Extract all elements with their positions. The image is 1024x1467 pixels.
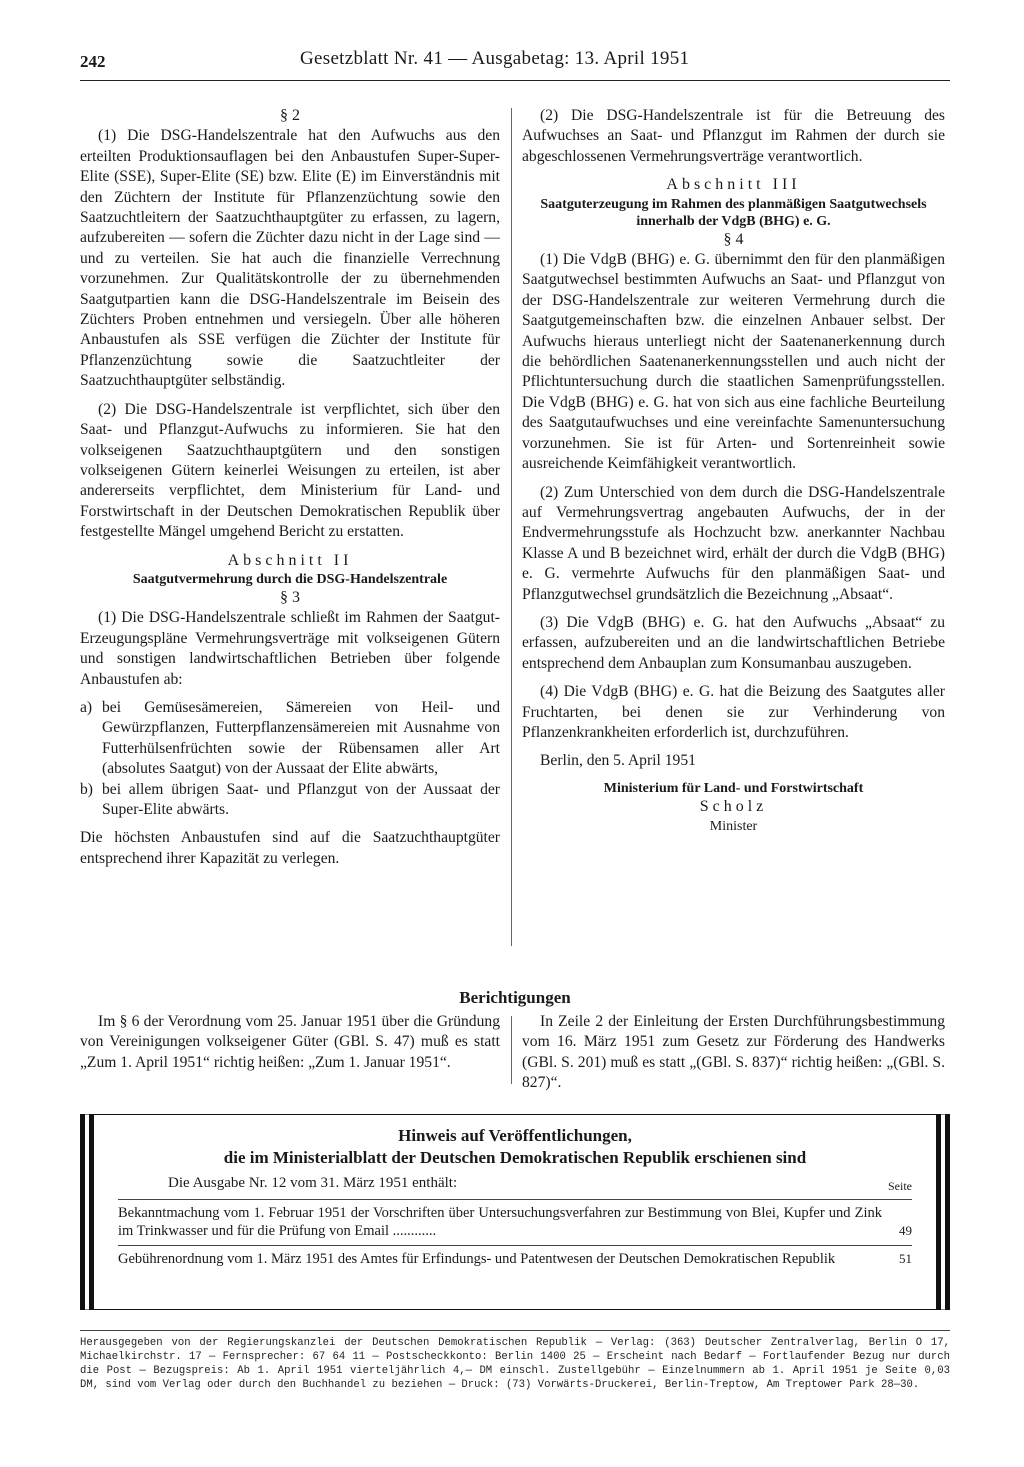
correction-left: [80, 1012, 500, 1073]
left-column: [80, 106, 500, 869]
list-item: [80, 698, 500, 780]
list-key: a): [80, 698, 93, 716]
column-divider: [511, 1016, 512, 1084]
notice-entry: [118, 1204, 912, 1240]
imprint-text: Herausgegeben von der Regierungskanzlei der Deutschen Demokratischen Republik — Verlag: (363) Deutscher Zentralverlag, Berlin O 17, Michaelkirchstr. 17 — Fernsprecher: 67 64 11 — Postscheckkonto: Berlin 1400 25 — Erscheint nach Bedarf — Fortlaufender Bezug nur durch die Post — Bezugspreis: Ab 1. April 1951 vierteljährlich 4,— DM einschl. Zustellgebühr — Einzelnummern ab 1. April 1951 je Seite 0,03 DM, sind vom Verlag oder durch den Buchhandel zu beziehen — Druck: (73) Vorwärts-Druckerei, Berlin-Treptow, Am Treptower Park 28—30.: [80, 1337, 950, 1391]
list-key: b): [80, 780, 93, 798]
header-rule: [80, 80, 950, 81]
paragraph: (1) Die DSG-Handelszentrale schließt im Rahmen der Saatgut-Erzeugungspläne Vermehrungsverträge mit volkseigenen Gütern und sonstigen landwirtschaftlichen Betrieben über folgende Anbaustufen ab:: [80, 609, 500, 688]
notice-content: [118, 1125, 912, 1268]
entry-text: Bekanntmachung vom 1. Februar 1951 der Vorschriften über Untersuchungsverfahren zur Bestimmung von Blei, Kupfer und Zink im Trinkwasser und für die Prüfung von Email ............: [118, 1205, 882, 1239]
notice-issue: Die Ausgabe Nr. 12 vom 31. März 1951 enthält:: [168, 1175, 458, 1191]
paragraph: In Zeile 2 der Einleitung der Ersten Durchführungsbestimmung vom 16. März 1951 zum Gesetz zur Förderung des Handwerks (GBl. S. 201) muß es statt „(GBl. S. 837)“ richtig heißen: „(GBl. S. 827)“.: [522, 1013, 945, 1092]
page-number: 242: [80, 52, 106, 71]
paragraph: (2) Zum Unterschied von dem durch die DSG-Handelszentrale auf Vermehrungsvertrag angebauten Aufwuchs, der in der Endvermehrungsstufe als Hochzucht bzw. anerkannter Nachbau Klasse A und B bezeichnet wird, erhält der durch die VdgB (BHG) e. G. vermehrte Aufwuchs für den planmäßigen Saat- und Pflanzgutwechsel grundsätzlich die Bezeichnung „Absaat“.: [522, 483, 945, 603]
part-heading: Abschnitt II: [227, 551, 353, 569]
section-heading: § 2: [280, 107, 300, 124]
notice-title-line2: die im Ministerialblatt der Deutschen Demokratischen Republik erschienen sind: [223, 1148, 807, 1167]
signer-name: Scholz: [699, 797, 768, 815]
paragraph: (4) Die VdgB (BHG) e. G. hat die Beizung des Saatgutes aller Fruchtarten, bei denen sie zur Verhinderung von Pflanzenkrankheiten erforderlich ist, durchzuführen.: [522, 683, 945, 741]
paragraph: (1) Die VdgB (BHG) e. G. übernimmt den für den planmäßigen Saatgutwechsel bestimmten Aufwuchs an Saat- und Pflanzgut von der DSG-Handelszentrale zur weiteren Vermehrung durch die Saatgutgemeinschaften bzw. die einzelnen Anbauer selbst. Der Aufwuchs hieraus unterliegt nicht der Saatenanerkennung durch die behördlichen Saatenanerkennungsstellen und auch nicht der Pflichtuntersuchung durch die staatlichen Samenprüfungsstellen. Die VdgB (BHG) e. G. hat von sich aus eine fachliche Beurteilung des Saatgutaufwuchses und eine vereinfachte Samenuntersuchung vorzunehmen. Sie ist für Arten- und Sortenreinheit sowie ausreichende Keimfähigkeit verantwortlich.: [522, 251, 945, 473]
entry-text: Gebührenordnung vom 1. März 1951 des Amtes für Erfindungs- und Patentwesen der Deutschen Demokratischen Republik: [118, 1251, 836, 1267]
section-heading: § 4: [723, 230, 744, 248]
part-subtitle: Saatguterzeugung im Rahmen des planmäßigen Saatgutwechsels innerhalb der VdgB (BHG) e. G.: [540, 196, 927, 229]
paragraph: Die höchsten Anbaustufen sind auf die Saatzuchthauptgüter entsprechend ihrer Kapazität zu verlegen.: [80, 829, 500, 867]
column-divider: [511, 108, 512, 946]
part-heading: Abschnitt III: [666, 176, 801, 194]
notice-title-line1: Hinweis auf Veröffentlichungen,: [398, 1126, 632, 1145]
paragraph: (2) Die DSG-Handelszentrale ist verpflichtet, sich über den Saat- und Pflanzgut-Aufwuchs zu informieren. Sie hat den volkseigenen Saatzuchthauptgütern und den sonstigen volkseigenen Gütern keinerlei Weisungen zu erteilen, ist aber andererseits verpflichtet, dem Ministerium für Land- und Forstwirtschaft in der Deutschen Demokratischen Republik über festgestellte Mängel umgehend Bericht zu erstatten.: [80, 400, 500, 541]
page-column-label: Seite: [888, 1179, 912, 1193]
ministry-name: Ministerium für Land- und Forstwirtschaft: [603, 780, 864, 796]
notice-rule: [118, 1199, 912, 1200]
corrections-title: Berichtigungen: [459, 988, 571, 1007]
publication-notice-box: [80, 1114, 950, 1310]
paragraph: Im § 6 der Verordnung vom 25. Januar 1951 über die Gründung von Vereinigungen volkseigener Güter (GBl. S. 47) muß es statt „Zum 1. April 1951“ richtig heißen: „Zum 1. Januar 1951“.: [80, 1013, 500, 1071]
notice-rule: [118, 1245, 912, 1246]
notice-entry: [118, 1250, 912, 1268]
entry-page: 49: [899, 1223, 912, 1238]
imprint-rule: [80, 1330, 950, 1331]
list-item: [80, 780, 500, 821]
entry-page: 51: [899, 1251, 912, 1266]
paragraph: (1) Die DSG-Handelszentrale hat den Aufwuchs aus den erteilten Produktionsauflagen bei den Anbaustufen Super-Super-Elite (SSE), Super-Elite (SE) bzw. Elite (E) im Einverständnis mit den Züchtern der Institute für Pflanzenzüchtung sowie den Saatzuchtleitern der Saatzuchthauptgüter zu erfassen, zu lagern, aufzubereiten — sofern die Züchter dazu nicht in der Lage sind — und zu verteilen. Sie hat auch die finanzielle Verrechnung vorzunehmen. Zur Qualitätskontrolle der zu übernehmenden Saatgutpartien kann die DSG-Handelszentrale im Beisein des Züchters Proben entnehmen und versiegeln. Über alle höheren Anbaustufen als SSE verfügen die Züchter der Institute für Pflanzenzüchtung sowie die Saatzuchtleiter der Saatzuchthauptgüter selbständig.: [80, 127, 500, 390]
signer-role: Minister: [709, 819, 758, 835]
date-line: Berlin, den 5. April 1951: [540, 752, 696, 770]
paragraph: (3) Die VdgB (BHG) e. G. hat den Aufwuchs „Absaat“ zu erfassen, aufzubereiten und an die landwirtschaftlichen Betriebe entsprechend dem Anbauplan zum Konsumanbau auszugeben.: [522, 613, 945, 672]
gazette-title: Gesetzblatt Nr. 41 — Ausgabetag: 13. April 1951: [300, 48, 690, 69]
right-column: [522, 106, 945, 838]
page-header: [80, 48, 950, 88]
list-text: bei Gemüsesämereien, Sämereien von Heil- und Gewürzpflanzen, Futterpflanzensämereien mit Ausnahme von Futterhülsenfrüchten sowie der Rübensamen aller Art (absolutes Saatgut) von der Aussaat der Elite abwärts,: [102, 698, 500, 778]
part-subtitle: Saatgutvermehrung durch die DSG-Handelszentrale: [132, 571, 448, 587]
paragraph: (2) Die DSG-Handelszentrale ist für die Betreuung des Aufwuchses an Saat- und Pflanzgut im Rahmen der durch sie abgeschlossenen Vermehrungsverträge verantwortlich.: [522, 107, 945, 165]
section-heading: § 3: [280, 588, 300, 606]
list-text: bei allem übrigen Saat- und Pflanzgut von der Aussaat der Super-Elite abwärts.: [102, 780, 500, 818]
correction-right: [522, 1012, 945, 1094]
notice-issue-row: [118, 1175, 912, 1194]
